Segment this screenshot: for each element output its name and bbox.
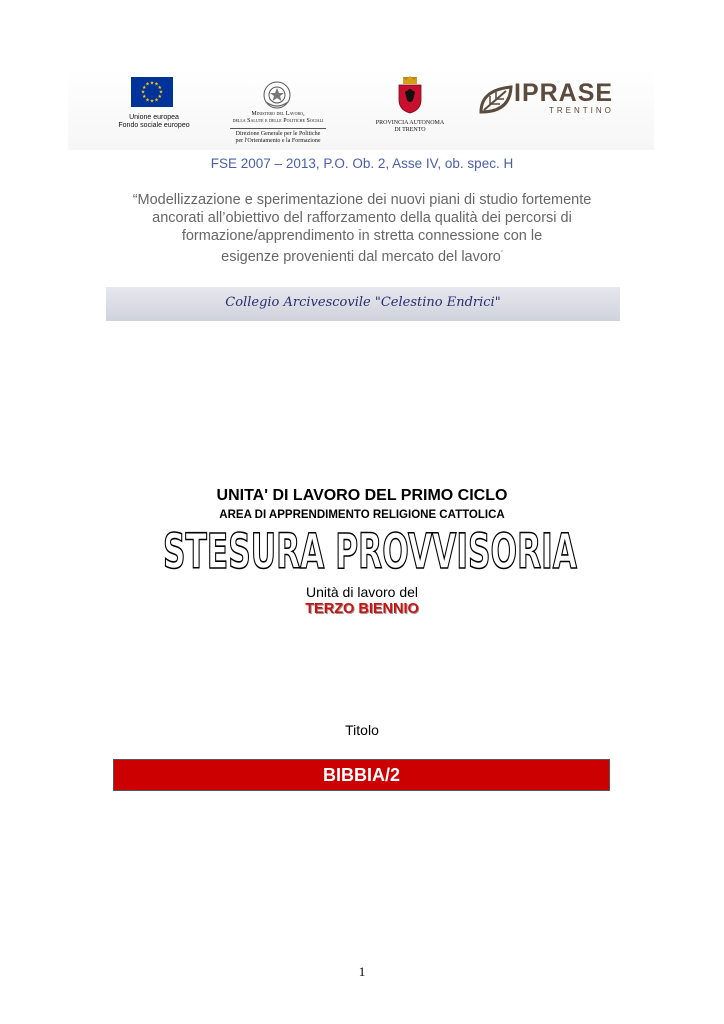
ministry-caption xyxy=(222,111,334,125)
eu-caption-line1: Unione europea xyxy=(129,114,179,121)
svg-text:★: ★ xyxy=(158,89,164,96)
svg-text:★: ★ xyxy=(145,97,150,104)
eu-caption-line2: Fondo sociale europeo xyxy=(118,122,190,129)
svg-text:★: ★ xyxy=(157,94,163,100)
project-line4-text: esigenze provenienti dal mercato del lavoro xyxy=(221,248,501,265)
republic-emblem-icon xyxy=(262,80,292,110)
ministry-line2: della Salute e delle Politiche Sociali xyxy=(232,118,324,124)
title-caption: Titolo xyxy=(345,722,379,738)
draft-stamp-text: STESURA PROVVISORIA xyxy=(163,524,577,574)
ministry-sub-line1: Direzione Generale per le Politiche xyxy=(235,131,321,137)
province-shield-icon xyxy=(397,76,423,114)
fse-program-line: FSE 2007 – 2013, P.O. Ob. 2, Asse IV, ob. spec. H xyxy=(210,156,514,171)
ministry-divider xyxy=(230,128,326,129)
document-title: BIBBIA/2 xyxy=(322,765,400,785)
ministry-line1: Ministero del Lavoro, xyxy=(251,111,305,117)
province-line1: PROVINCIA AUTONOMA xyxy=(375,120,445,126)
draft-stamp xyxy=(160,524,580,574)
project-line2: ancorati all’obiettivo del rafforzamento della qualità dei percorsi di xyxy=(152,210,572,226)
iprase-leaf-icon xyxy=(478,84,514,116)
project-line4 xyxy=(86,245,638,266)
svg-text:★: ★ xyxy=(154,97,159,104)
eu-flag-logo xyxy=(131,77,173,107)
title-box xyxy=(113,759,610,791)
project-description xyxy=(86,191,638,266)
college-name: Collegio Arcivescovile "Celestino Endrici" xyxy=(225,295,501,310)
college-banner xyxy=(106,287,620,321)
ministry-subcaption xyxy=(222,131,334,145)
svg-text:★: ★ xyxy=(149,80,155,87)
ministry-sub-line2: per l'Orientamento e la Formazione xyxy=(235,138,321,144)
eu-stars-icon xyxy=(131,77,173,107)
project-line3: formazione/apprendimento in stretta connessione con le xyxy=(181,228,543,244)
project-line1: “Modellizzazione e sperimentazione dei nuovi piani di studio fortemente xyxy=(132,192,592,208)
eu-caption xyxy=(104,114,204,130)
page-number: 1 xyxy=(358,964,366,979)
svg-text:★: ★ xyxy=(145,81,150,88)
iprase-logo-text: IPRASE xyxy=(514,79,614,107)
svg-text:★: ★ xyxy=(140,89,146,96)
svg-text:★: ★ xyxy=(141,85,147,91)
svg-text:★: ★ xyxy=(154,81,159,88)
document-heading: UNITA' DI LAVORO DEL PRIMO CICLO xyxy=(216,487,508,504)
province-caption xyxy=(352,120,468,134)
closing-quote-mark: ” xyxy=(500,251,503,257)
province-line2: DI TRENTO xyxy=(394,127,426,133)
biennio-label: TERZO BIENNIO xyxy=(305,601,419,617)
svg-text:★: ★ xyxy=(141,94,147,100)
unit-label: Unità di lavoro del xyxy=(305,584,419,600)
svg-text:★: ★ xyxy=(157,85,163,91)
document-subheading: AREA DI APPRENDIMENTO RELIGIONE CATTOLICA xyxy=(219,509,505,521)
svg-text:★: ★ xyxy=(149,98,155,105)
iprase-logo-subtext: TRENTINO xyxy=(549,106,614,115)
